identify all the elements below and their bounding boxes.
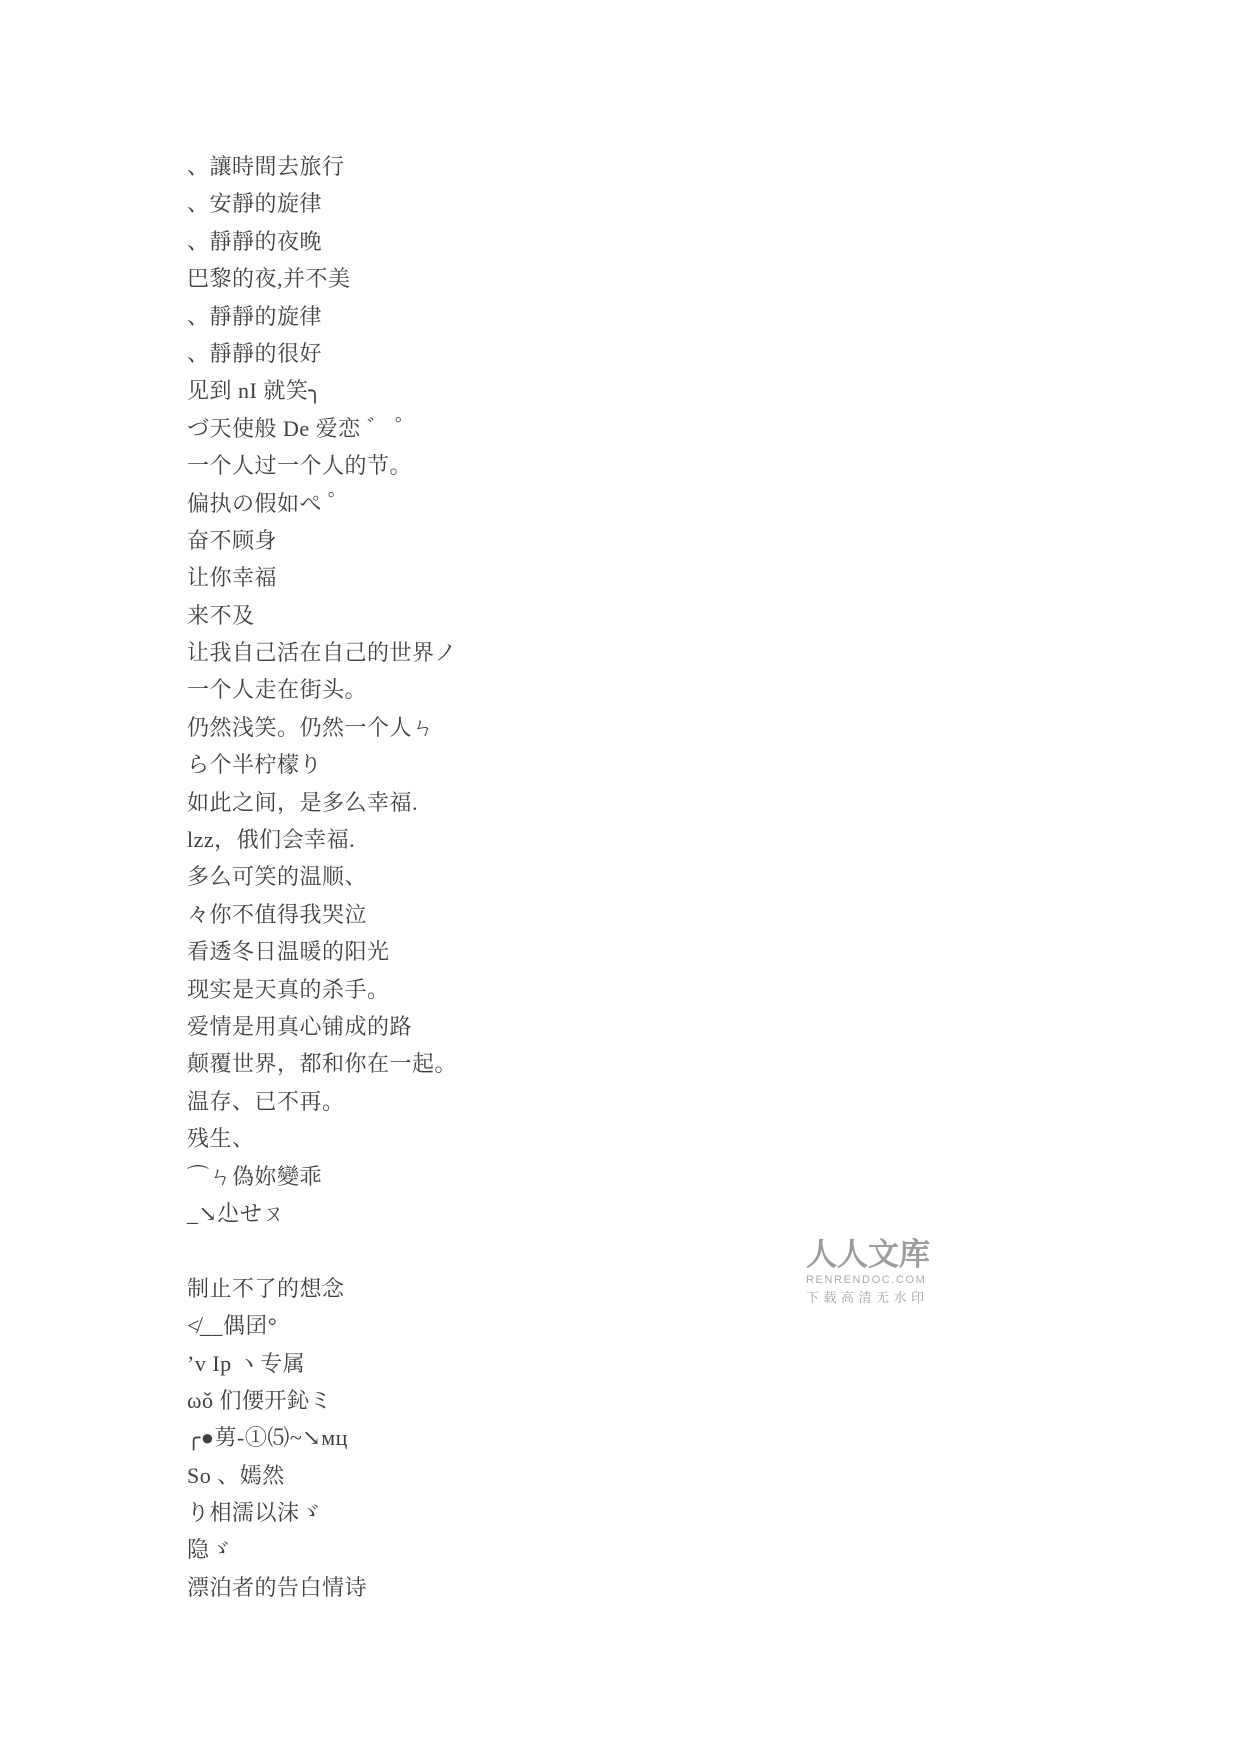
doc-line: 、安靜的旋律	[187, 191, 323, 217]
doc-line: 奋不顾身	[187, 527, 278, 553]
watermark-logo: 人人文库	[806, 1237, 930, 1272]
doc-line: 见到 nI 就笑╮	[187, 378, 323, 404]
doc-line: _↘尐せㄡ	[187, 1200, 285, 1226]
doc-line: 残生、	[187, 1126, 255, 1152]
doc-line: 来不及	[187, 602, 255, 628]
doc-line: ’v Ip ヽ专属	[187, 1350, 306, 1376]
watermark-tagline: 下载高清无水印	[806, 1290, 929, 1305]
doc-line: 、靜靜的旋律	[187, 303, 323, 329]
doc-line: 颠覆世界，都和你在一起。	[187, 1051, 458, 1077]
doc-line: 、靜靜的很好	[187, 340, 323, 366]
doc-line: 如此之间，是多么幸福.	[187, 789, 419, 815]
doc-line: ら个半柠檬り	[187, 752, 323, 778]
doc-line: ⌒ㄣ偽妳變乖	[187, 1163, 323, 1189]
doc-line: 温存、已不再。	[187, 1088, 345, 1114]
document-text-block	[187, 148, 457, 1606]
doc-line: 、讓時間去旅行	[187, 154, 345, 179]
doc-line: ≮__偶囝°	[187, 1313, 278, 1339]
watermark-domain-text: RENRENDOC.COM	[806, 1274, 927, 1286]
doc-line: 巴黎的夜,并不美	[187, 266, 351, 292]
doc-line: 一个人走在街头。	[187, 677, 368, 703]
doc-line: づ天使般 De 爱恋 ゛ ゜	[187, 415, 418, 441]
watermark	[806, 1238, 956, 1305]
doc-line: 多么可笑的温顺、	[187, 864, 368, 890]
doc-line: り相濡以沫ゞ	[187, 1500, 323, 1526]
doc-line: 一个人过一个人的节。	[187, 453, 413, 479]
doc-line: 让你幸福	[187, 565, 278, 591]
doc-line: 仍然浅笑。仍然一个人ㄣ	[187, 714, 435, 740]
doc-line: 看透冬日温暖的阳光	[187, 939, 390, 965]
doc-line	[187, 1232, 457, 1269]
doc-line: So 、嫣然	[187, 1462, 285, 1488]
doc-line: 现实是天真的杀手。	[187, 976, 390, 1002]
doc-line: lzz，俄们会幸福.	[187, 827, 356, 853]
doc-line: 漂泊者的告白情诗	[187, 1574, 368, 1600]
doc-line: ωǒ 们偠开鈊ミ	[187, 1387, 332, 1413]
doc-line: 隐ゞ	[187, 1537, 233, 1563]
doc-line: 、靜靜的夜晚	[187, 228, 323, 254]
doc-line: 偏执の假如ぺ ゜	[187, 490, 351, 516]
doc-line: ╭●莮-①⑸~↘мц	[187, 1425, 348, 1451]
doc-line: 々你不值得我哭泣	[187, 901, 368, 927]
doc-line: 制止不了的想念	[187, 1275, 345, 1301]
doc-line: 让我自己活在自己的世界ノ	[187, 640, 458, 666]
doc-line: 爱情是用真心铺成的路	[187, 1013, 413, 1039]
